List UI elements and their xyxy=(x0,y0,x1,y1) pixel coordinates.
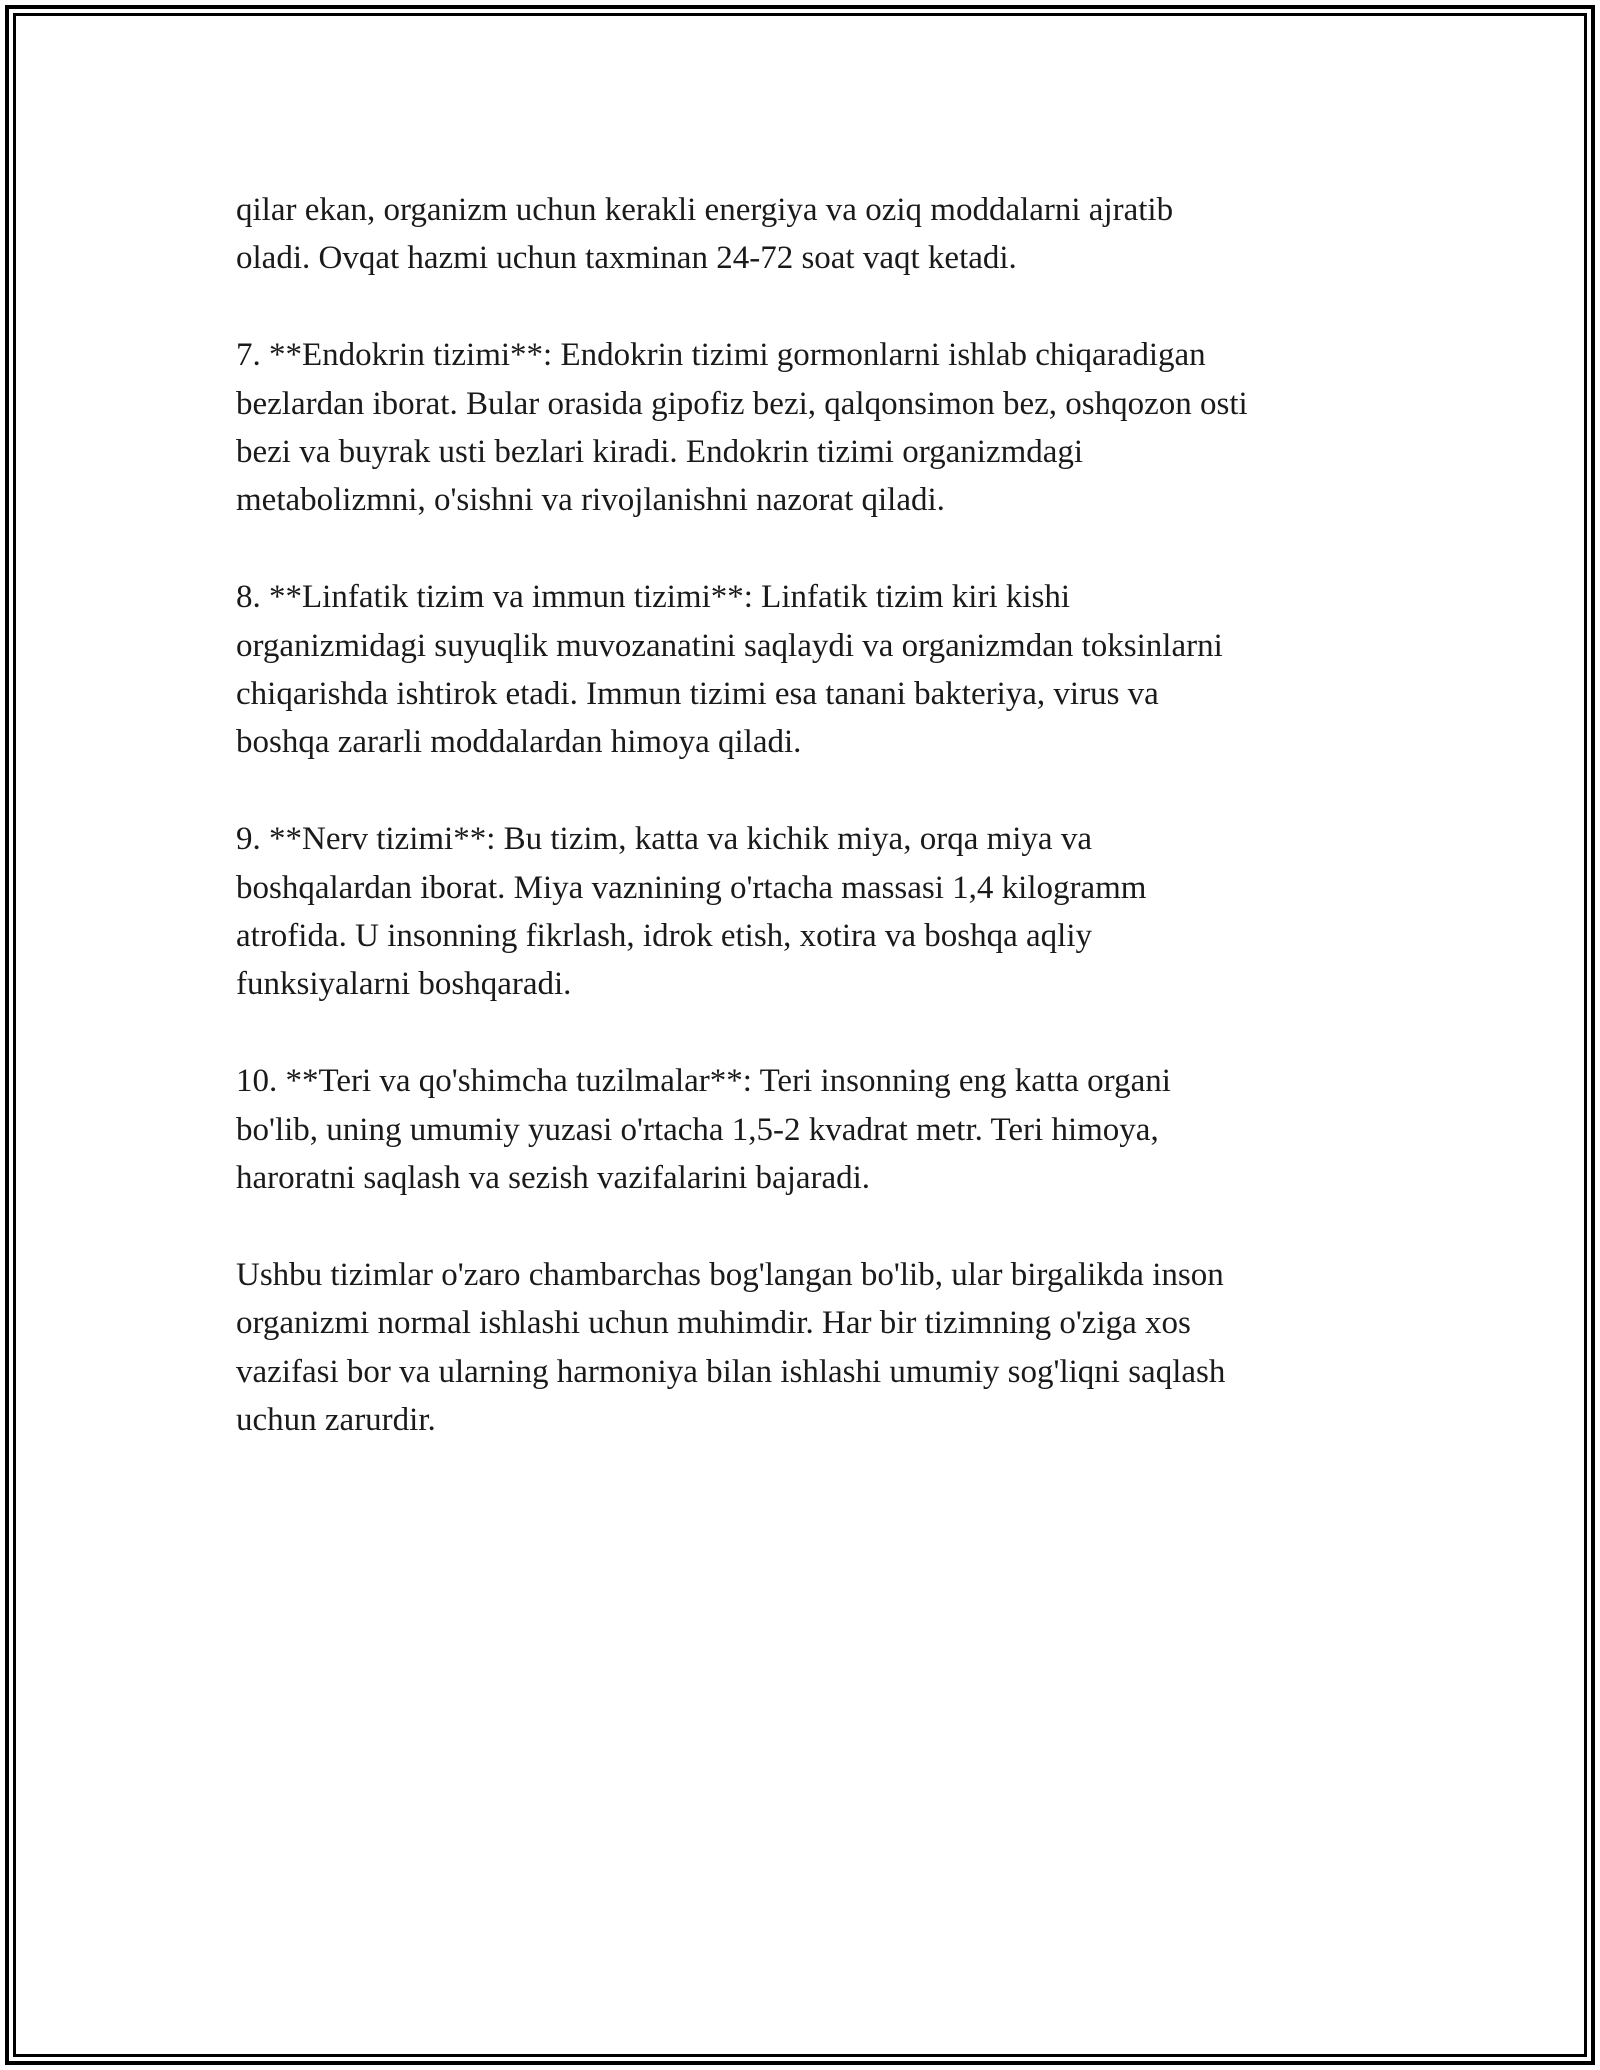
document-body xyxy=(236,186,1396,1444)
paragraph-skin-structures: 10. **Teri va qo'shimcha tuzilmalar**: Teri insonning eng katta organi bo'lib, uning umumiy yuzasi o'rtacha 1,5-2 kvadrat metr. Teri himoya, haroratni saqlash va sezish vazifalarini bajaradi. xyxy=(236,1063,1171,1197)
paragraph-lymphatic-immune-system: 8. **Linfatik tizim va immun tizimi**: Linfatik tizim kiri kishi organizmidagi suyuqlik muvozanatini saqlaydi va organizmdan toksinlarni chiqarishda ishtirok etadi. Immun tizimi esa tanani bakteriya, virus va boshqa zararli moddalardan himoya qiladi. xyxy=(236,579,1223,761)
paragraph-nervous-system: 9. **Nerv tizimi**: Bu tizim, katta va kichik miya, orqa miya va boshqalardan iborat. Miya vaznining o'rtacha massasi 1,4 kilogramm atrofida. U insonning fikrlash, idrok etish, xotira va boshqa aqliy funksiyalarni boshqaradi. xyxy=(236,821,1147,1003)
paragraph-endocrine-system: 7. **Endokrin tizimi**: Endokrin tizimi gormonlarni ishlab chiqaradigan bezlardan iborat. Bular orasida gipofiz bezi, qalqonsimon bez, oshqozon osti bezi va buyrak usti bezlari kiradi. Endokrin tizimi organizmdagi metabolizmni, o'sishni va rivojlanishni nazorat qiladi. xyxy=(236,337,1248,519)
paragraph-conclusion: Ushbu tizimlar o'zaro chambarchas bog'langan bo'lib, ular birgalikda inson organizmi normal ishlashi uchun muhimdir. Har bir tizimning o'ziga xos vazifasi bor va ularning harmoniya bilan ishlashi umumiy sog'liqni saqlash uchun zarurdir. xyxy=(236,1256,1226,1439)
paragraph-digestion-continued: qilar ekan, organizm uchun kerakli energiya va oziq moddalarni ajratib oladi. Ovqat hazmi uchun taxminan 24-72 soat vaqt ketadi. xyxy=(236,192,1174,277)
